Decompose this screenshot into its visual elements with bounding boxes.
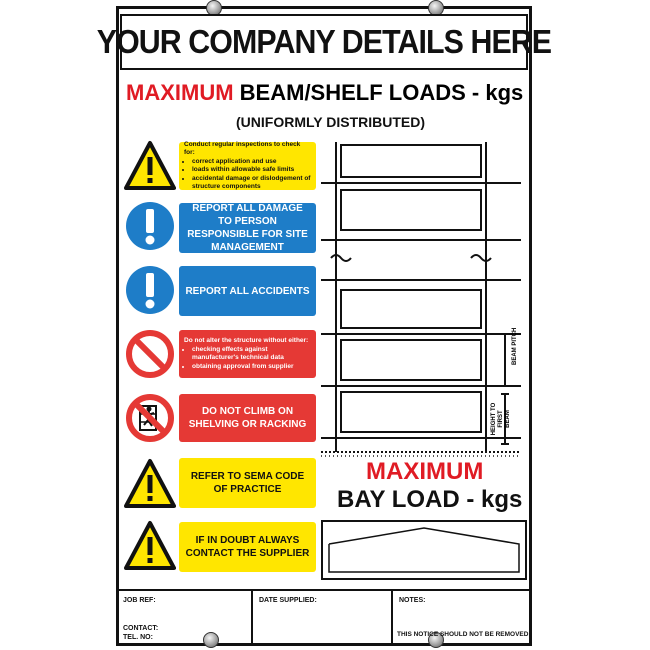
beam-shelf-loads-text: BEAM/SHELF LOADS - kgs xyxy=(239,80,524,105)
warning-triangle-icon xyxy=(124,520,176,572)
company-details-text: YOUR COMPANY DETAILS HERE xyxy=(96,23,552,60)
no-climbing-icon xyxy=(124,392,176,444)
inspection-item: • accidental damage or dislodgement of structure components xyxy=(192,175,311,192)
maximum-word: MAXIMUM xyxy=(126,80,234,105)
sema-code-panel xyxy=(179,458,316,508)
contact-supplier-text: IF IN DOUBT ALWAYS CONTACT THE SUPPLIER xyxy=(185,535,310,559)
do-not-alter-item: • checking effects against manufacturer's technical data xyxy=(192,346,311,363)
notice-label: THIS NOTICE SHOULD NOT BE REMOVED xyxy=(397,631,529,638)
warning-triangle-icon xyxy=(124,140,176,192)
footer xyxy=(117,589,530,646)
bay-load-placeholder xyxy=(323,522,525,578)
inspection-heading: Conduct regular inspections to check for: xyxy=(184,140,301,156)
do-not-alter-panel xyxy=(179,330,316,378)
prohibition-icon xyxy=(124,328,176,380)
job-ref-cell xyxy=(117,591,253,646)
bay-load-text: BAY LOAD - kgs xyxy=(337,486,523,513)
warning-triangle-icon xyxy=(124,458,176,510)
do-not-alter-heading: Do not alter the structure without either: xyxy=(184,337,309,344)
contact-supplier-panel xyxy=(179,522,316,572)
do-not-climb-text: DO NOT CLIMB ON SHELVING OR RACKING xyxy=(188,406,307,430)
bay-maximum-word: MAXIMUM xyxy=(366,458,484,485)
date-supplied-label: DATE SUPPLIED: xyxy=(259,597,317,604)
height-first-beam-text: HEIGHT TO FIRST BEAM xyxy=(491,402,511,436)
inspection-panel xyxy=(179,142,316,190)
mandatory-exclamation-icon xyxy=(124,200,176,252)
notes-label: NOTES: xyxy=(399,597,426,604)
company-details-box xyxy=(96,14,552,70)
inspection-item: • loads within allowable safe limits xyxy=(192,166,311,175)
bay-load-box xyxy=(321,520,527,580)
contact-label: CONTACT: xyxy=(123,625,159,632)
tel-label: TEL. NO: xyxy=(123,634,153,641)
max-beam-title xyxy=(126,80,526,106)
do-not-alter-item: • obtaining approval from supplier xyxy=(192,363,311,372)
uniformly-distributed-subtitle: (UNIFORMLY DISTRIBUTED) xyxy=(236,114,425,130)
mandatory-exclamation-icon xyxy=(124,264,176,316)
inspection-item: • correct application and use xyxy=(192,158,311,167)
date-supplied-cell xyxy=(253,591,393,646)
sema-code-text: REFER TO SEMA CODE OF PRACTICE xyxy=(190,471,305,495)
report-damage-text: REPORT ALL DAMAGE TO PERSON RESPONSIBLE FOR SITE MANAGEMENT xyxy=(187,203,308,253)
beam-pitch-label: BEAM PITCH xyxy=(512,327,518,365)
report-damage-panel xyxy=(179,203,316,253)
report-accidents-text: REPORT ALL ACCIDENTS xyxy=(185,285,310,297)
report-accidents-panel xyxy=(179,266,316,316)
height-first-beam-label xyxy=(491,401,512,437)
notes-cell xyxy=(393,591,530,646)
job-ref-label: JOB REF: xyxy=(123,597,156,604)
do-not-climb-panel xyxy=(179,394,316,442)
